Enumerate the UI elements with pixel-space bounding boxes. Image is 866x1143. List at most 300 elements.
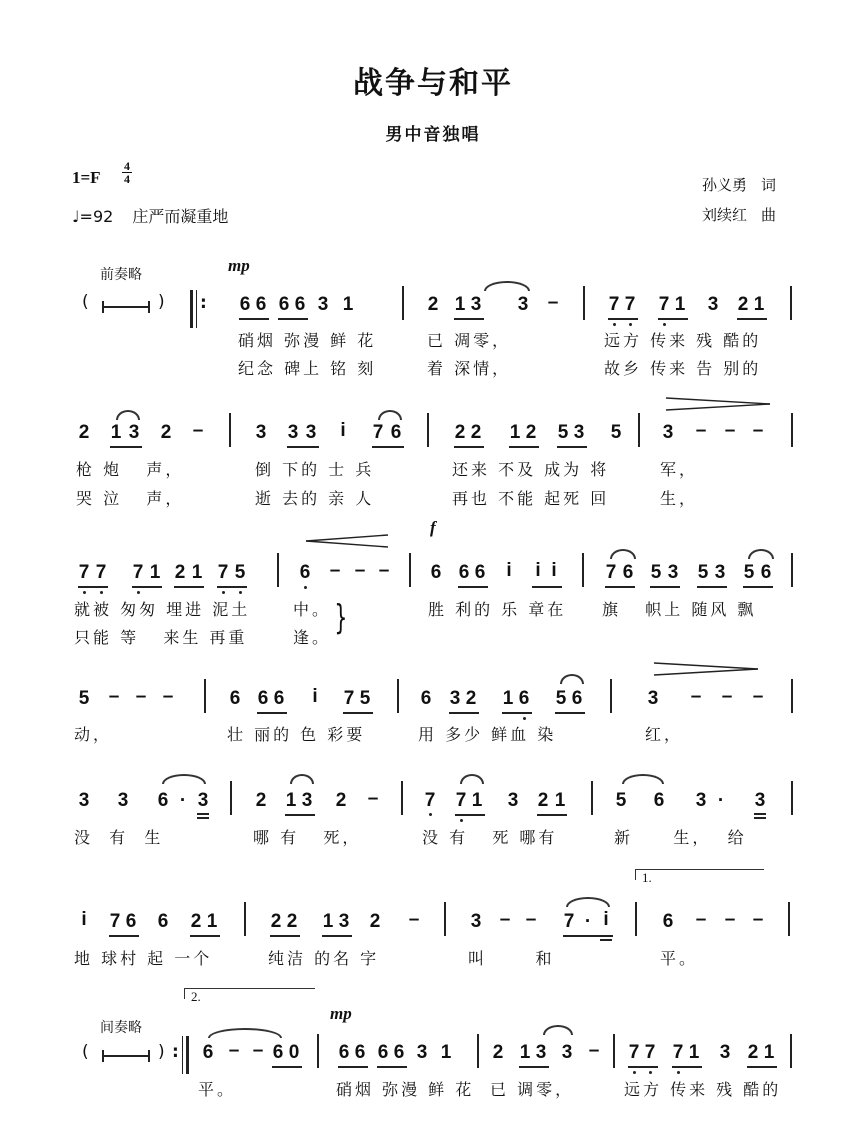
- dynamic-f: f: [430, 518, 436, 537]
- underline-eighth: [737, 318, 767, 320]
- barline: [788, 902, 790, 936]
- underline-eighth: [532, 586, 562, 588]
- note-high: i: [312, 686, 318, 707]
- lyric-verse1: 还来 不及 成为 将: [452, 460, 610, 479]
- underline-eighth: [537, 814, 567, 816]
- note: 2: [465, 688, 477, 709]
- verse-brace-icon: }: [334, 598, 348, 638]
- note: 2: [174, 562, 186, 583]
- decrescendo-icon: [664, 396, 774, 412]
- note: 5: [234, 562, 246, 583]
- note: 6: [760, 562, 772, 583]
- lyric-verse1: 硝烟 弥漫 鲜 花: [336, 1080, 475, 1099]
- tie-icon: [162, 774, 206, 784]
- low-octave-dot: [239, 591, 242, 594]
- interlude-label: 间奏略: [100, 1020, 142, 1036]
- underline-eighth: [190, 935, 220, 937]
- note: 2: [525, 422, 537, 443]
- note: 3: [707, 294, 719, 315]
- song-title: 战争与和平: [353, 66, 513, 101]
- expression-marking: 庄严而凝重地: [132, 207, 229, 226]
- note: 1: [519, 1042, 531, 1063]
- dash: –: [192, 420, 204, 441]
- repeat-dots-icon: :: [172, 1042, 179, 1062]
- note: 3: [416, 1042, 428, 1063]
- note: 1: [149, 562, 161, 583]
- paren-close: ): [158, 292, 165, 312]
- note: 5: [615, 790, 627, 811]
- note: 6: [377, 1042, 389, 1063]
- lyricist-credit: 孙义勇 词: [702, 176, 777, 194]
- lyric-verse1: 平。: [198, 1080, 237, 1099]
- lyric-verse2: 逢。: [293, 628, 332, 647]
- barline: [204, 679, 206, 713]
- note: 6: [257, 688, 269, 709]
- note: 1: [509, 422, 521, 443]
- low-octave-dot: [677, 1071, 680, 1074]
- time-signature: 4 4: [124, 159, 130, 186]
- slur-icon: [290, 774, 314, 784]
- note: 6: [653, 790, 665, 811]
- note: 3: [317, 294, 329, 315]
- lyric-verse1: 远方 传来 残 酷的: [604, 331, 762, 350]
- barline: [277, 553, 279, 587]
- note: 6: [294, 294, 306, 315]
- note: 3: [305, 422, 317, 443]
- note: 7: [624, 294, 636, 315]
- low-octave-dot: [663, 323, 666, 326]
- barline: [444, 902, 446, 936]
- note: 2: [537, 790, 549, 811]
- note: 6: [662, 911, 674, 932]
- note: 6: [255, 294, 267, 315]
- barline: [230, 781, 232, 815]
- lyric-verse1: 硝烟 弥漫 鲜 花: [238, 331, 377, 350]
- slur-icon: [460, 774, 484, 784]
- dash: –: [378, 560, 390, 581]
- note: 7: [372, 422, 384, 443]
- barline: [427, 413, 429, 447]
- note: 6: [272, 1042, 284, 1063]
- lyric-verse1: 没 有 死 哪有: [422, 828, 558, 847]
- note: 3: [662, 422, 674, 443]
- underline-eighth: [372, 446, 404, 448]
- note: 3: [128, 422, 140, 443]
- note: 6: [202, 1042, 214, 1063]
- underline-eighth: [343, 712, 373, 714]
- lyric-verse2: 故乡 传来 告 别的: [604, 359, 762, 378]
- barline: [791, 413, 793, 447]
- barline: [401, 781, 403, 815]
- underline-eighth: [132, 586, 162, 588]
- lyric-verse1: 新 生， 给: [614, 828, 747, 847]
- underline-eighth: [270, 935, 300, 937]
- underline-eighth: [239, 318, 269, 320]
- low-octave-dot: [100, 591, 103, 594]
- note: 3: [470, 294, 482, 315]
- note: 3: [573, 422, 585, 443]
- low-octave-dot: [222, 591, 225, 594]
- note: 7: [95, 562, 107, 583]
- underline-eighth: [285, 814, 315, 816]
- barline: [477, 1034, 479, 1068]
- underline-eighth: [650, 586, 680, 588]
- underline-eighth: [110, 446, 142, 448]
- dash: –: [547, 292, 559, 313]
- barline: [402, 286, 404, 320]
- note: 5: [650, 562, 662, 583]
- underline-eighth: [217, 586, 247, 588]
- note: 6: [393, 1042, 405, 1063]
- slur-icon: [610, 549, 636, 559]
- dash: –: [724, 420, 736, 441]
- lyric-verse1: 叫 和: [468, 949, 555, 968]
- underline-eighth: [454, 318, 484, 320]
- note: 7: [343, 688, 355, 709]
- note: 5: [610, 422, 622, 443]
- paren-open: (: [82, 1042, 89, 1062]
- augmentation-dot: ·: [179, 790, 187, 811]
- note: 5: [557, 422, 569, 443]
- note: 3: [507, 790, 519, 811]
- note: 6: [157, 911, 169, 932]
- lyric-verse1: 没 有 生: [74, 828, 164, 847]
- lyric-verse1: 远方 传来 残 酷的: [624, 1080, 782, 1099]
- volta-1-bracket: 1.: [635, 869, 764, 880]
- underline-eighth: [338, 1066, 368, 1068]
- barline: [397, 679, 399, 713]
- barline: [582, 553, 584, 587]
- lyric-verse2: 生，: [660, 489, 699, 508]
- lyric-verse2: 逝 去的 亲 人: [255, 489, 375, 508]
- underline-eighth: [287, 446, 319, 448]
- volta-2-bracket: 2.: [184, 988, 315, 999]
- lyric-verse1: 胜 利的 乐 章在: [428, 600, 567, 619]
- dash: –: [690, 686, 702, 707]
- lyric-verse1: 中。: [293, 600, 332, 619]
- lyric-verse1: 用 多少 鲜血 染: [418, 725, 557, 744]
- underline-eighth: [563, 935, 613, 937]
- repeat-end-barline-icon: [186, 1036, 189, 1074]
- dash: –: [695, 909, 707, 930]
- note: 5: [78, 688, 90, 709]
- underline-eighth: [174, 586, 204, 588]
- note: 3: [301, 790, 313, 811]
- repeat-start-thin-icon: [196, 290, 197, 328]
- barline: [317, 1034, 319, 1068]
- underline-eighth: [455, 814, 485, 816]
- underline-sixteenth: [754, 813, 766, 815]
- note: 6: [239, 294, 251, 315]
- note: 3: [117, 790, 129, 811]
- underline-eighth: [658, 318, 688, 320]
- lyric-verse2: 着 深情，: [427, 359, 512, 378]
- lyric-verse2: 只能 等 来生 再重: [74, 628, 248, 647]
- low-octave-dot: [523, 717, 526, 720]
- tie-icon: [208, 1028, 282, 1038]
- note-high: i: [81, 909, 87, 930]
- note-high: i: [535, 560, 541, 581]
- underline-eighth: [78, 586, 108, 588]
- note: 3: [714, 562, 726, 583]
- dash: –: [408, 909, 420, 930]
- note: 3: [695, 790, 707, 811]
- note: 5: [555, 688, 567, 709]
- underline-sixteenth: [197, 813, 209, 815]
- note: 2: [270, 911, 282, 932]
- barline: [790, 286, 792, 320]
- underline-eighth: [628, 1066, 658, 1068]
- song-subtitle: 男中音独唱: [385, 125, 481, 145]
- lyric-verse1: 动，: [74, 725, 113, 744]
- dash: –: [499, 909, 511, 930]
- barline: [229, 413, 231, 447]
- augmentation-dot: ·: [717, 790, 725, 811]
- note: 6: [278, 294, 290, 315]
- barline: [613, 1034, 615, 1068]
- underline-eighth: [322, 935, 352, 937]
- lyric-verse1: 已 凋零，: [427, 331, 512, 350]
- lyric-verse1: 枪 炮 声，: [76, 460, 185, 479]
- dash: –: [752, 420, 764, 441]
- note: 3: [470, 911, 482, 932]
- dash: –: [108, 686, 120, 707]
- lyric-verse1: 倒 下的 士 兵: [255, 460, 375, 479]
- lyric-verse2: 哭 泣 声，: [76, 489, 185, 508]
- note: 1: [554, 790, 566, 811]
- note: 6: [518, 688, 530, 709]
- note: 3: [535, 1042, 547, 1063]
- note: 1: [502, 688, 514, 709]
- dash: –: [252, 1040, 264, 1061]
- dash: –: [752, 909, 764, 930]
- dash: –: [162, 686, 174, 707]
- barline: [635, 902, 637, 936]
- repeat-end-thin-icon: [182, 1036, 183, 1074]
- underline-eighth: [377, 1066, 407, 1068]
- lyric-verse1: 哪 有 死，: [253, 828, 362, 847]
- barline: [409, 553, 411, 587]
- note: 2: [78, 422, 90, 443]
- dash: –: [724, 909, 736, 930]
- note: 7: [644, 1042, 656, 1063]
- note: 3: [255, 422, 267, 443]
- low-octave-dot: [304, 586, 307, 589]
- underline-sixteenth: [197, 817, 209, 819]
- dash: –: [329, 560, 341, 581]
- note: 2: [160, 422, 172, 443]
- note: 1: [440, 1042, 452, 1063]
- barline: [583, 286, 585, 320]
- lyric-verse1: 军，: [660, 460, 699, 479]
- rest: 0: [288, 1042, 300, 1063]
- low-octave-dot: [629, 323, 632, 326]
- dynamic-mp: mp: [330, 1004, 352, 1023]
- underline-eighth: [555, 712, 585, 714]
- dash: –: [721, 686, 733, 707]
- lyric-verse2: 纪念 碑上 铭 刻: [238, 359, 377, 378]
- note: 7: [217, 562, 229, 583]
- underline-eighth: [278, 318, 308, 320]
- note: 6: [354, 1042, 366, 1063]
- barline: [791, 679, 793, 713]
- note: 6: [390, 422, 402, 443]
- slur-icon: [622, 774, 664, 784]
- note: 2: [427, 294, 439, 315]
- underline-eighth: [747, 1066, 777, 1068]
- note: 7: [132, 562, 144, 583]
- dash: –: [135, 686, 147, 707]
- paren-open: (: [82, 292, 89, 312]
- note: 1: [763, 1042, 775, 1063]
- lyric-verse1: 已 调零，: [490, 1080, 575, 1099]
- note: 6: [273, 688, 285, 709]
- barline: [791, 553, 793, 587]
- note: 3: [754, 790, 766, 811]
- dash: –: [367, 788, 379, 809]
- prelude-rest-icon: [102, 306, 150, 308]
- underline-eighth: [519, 1066, 549, 1068]
- note-high: i: [506, 560, 512, 581]
- underline-eighth: [697, 586, 727, 588]
- note: 7: [109, 911, 121, 932]
- repeat-start-barline-icon: [190, 290, 193, 328]
- dash: –: [752, 686, 764, 707]
- low-octave-dot: [649, 1071, 652, 1074]
- underline-eighth: [458, 586, 488, 588]
- note: 5: [697, 562, 709, 583]
- low-octave-dot: [429, 813, 432, 816]
- low-octave-dot: [137, 591, 140, 594]
- note-high: i: [603, 909, 609, 930]
- note: 1: [110, 422, 122, 443]
- note: 6: [474, 562, 486, 583]
- note: 3: [647, 688, 659, 709]
- note: 3: [287, 422, 299, 443]
- underline-eighth: [454, 446, 484, 448]
- slur-icon: [378, 410, 402, 420]
- note: 2: [454, 422, 466, 443]
- note: 1: [674, 294, 686, 315]
- note: 1: [454, 294, 466, 315]
- note: 1: [471, 790, 483, 811]
- note: 6: [157, 790, 169, 811]
- note: 2: [747, 1042, 759, 1063]
- low-octave-dot: [460, 819, 463, 822]
- note: 6: [571, 688, 583, 709]
- dynamic-mp: mp: [228, 256, 250, 275]
- dash: –: [588, 1040, 600, 1061]
- lyric-verse1: 红，: [645, 725, 684, 744]
- note-high: i: [340, 420, 346, 441]
- dash: –: [695, 420, 707, 441]
- note: 6: [458, 562, 470, 583]
- note: 1: [688, 1042, 700, 1063]
- note: 2: [492, 1042, 504, 1063]
- barline: [610, 679, 612, 713]
- underline-eighth: [608, 318, 638, 320]
- note: 2: [737, 294, 749, 315]
- underline-eighth: [502, 712, 532, 714]
- note: 7: [455, 790, 467, 811]
- low-octave-dot: [83, 591, 86, 594]
- note: 1: [285, 790, 297, 811]
- low-octave-dot: [613, 323, 616, 326]
- underline-eighth: [743, 586, 773, 588]
- underline-eighth: [257, 712, 287, 714]
- note: 6: [338, 1042, 350, 1063]
- underline-eighth: [109, 935, 139, 937]
- note: 2: [369, 911, 381, 932]
- note: 7: [605, 562, 617, 583]
- slur-icon: [560, 674, 584, 684]
- note: 7: [672, 1042, 684, 1063]
- slur-icon: [116, 410, 140, 420]
- note: 3: [338, 911, 350, 932]
- barline: [244, 902, 246, 936]
- note: 3: [561, 1042, 573, 1063]
- dash: –: [354, 560, 366, 581]
- note: 1: [191, 562, 203, 583]
- note: 2: [286, 911, 298, 932]
- note: 7: [424, 790, 436, 811]
- decrescendo-icon: [652, 661, 762, 677]
- repeat-dots-icon: :: [200, 293, 207, 313]
- note: 3: [667, 562, 679, 583]
- composer-credit: 刘续红 曲: [702, 206, 777, 224]
- note: 6: [125, 911, 137, 932]
- note-high: i: [551, 560, 557, 581]
- dash: –: [525, 909, 537, 930]
- tempo-marking: ♩=92 庄严而凝重地: [72, 207, 229, 226]
- note: 5: [743, 562, 755, 583]
- barline: [791, 781, 793, 815]
- note: 1: [206, 911, 218, 932]
- slur-icon: [748, 549, 774, 559]
- tie-icon: [543, 1025, 573, 1035]
- underline-eighth: [605, 586, 635, 588]
- note: 6: [622, 562, 634, 583]
- dash: –: [228, 1040, 240, 1061]
- lyric-verse1: 地 球村 起 一个: [74, 949, 213, 968]
- note: 3: [517, 294, 529, 315]
- low-octave-dot: [633, 1071, 636, 1074]
- interlude-rest-icon: [102, 1055, 150, 1057]
- note: 1: [342, 294, 354, 315]
- note: 3: [78, 790, 90, 811]
- lyric-verse1: 平。: [660, 949, 699, 968]
- barline: [790, 1034, 792, 1068]
- underline-eighth: [509, 446, 539, 448]
- note: 3: [719, 1042, 731, 1063]
- prelude-label: 前奏略: [100, 267, 142, 283]
- note: 5: [359, 688, 371, 709]
- lyric-verse2: 再也 不能 起死 回: [452, 489, 610, 508]
- note: 7: [628, 1042, 640, 1063]
- note: 3: [197, 790, 209, 811]
- crescendo-icon: [304, 533, 390, 549]
- underline-eighth: [272, 1066, 302, 1068]
- lyric-verse1: 就被 匆匆 埋进 泥土: [74, 600, 251, 619]
- tie-icon: [484, 281, 530, 291]
- note: 1: [753, 294, 765, 315]
- note: 6: [299, 562, 311, 583]
- note: 2: [470, 422, 482, 443]
- underline-eighth: [672, 1066, 702, 1068]
- note: 2: [335, 790, 347, 811]
- lyric-verse1: 旗 帜上 随风 飘: [602, 600, 757, 619]
- key-signature: 1=F: [72, 168, 101, 187]
